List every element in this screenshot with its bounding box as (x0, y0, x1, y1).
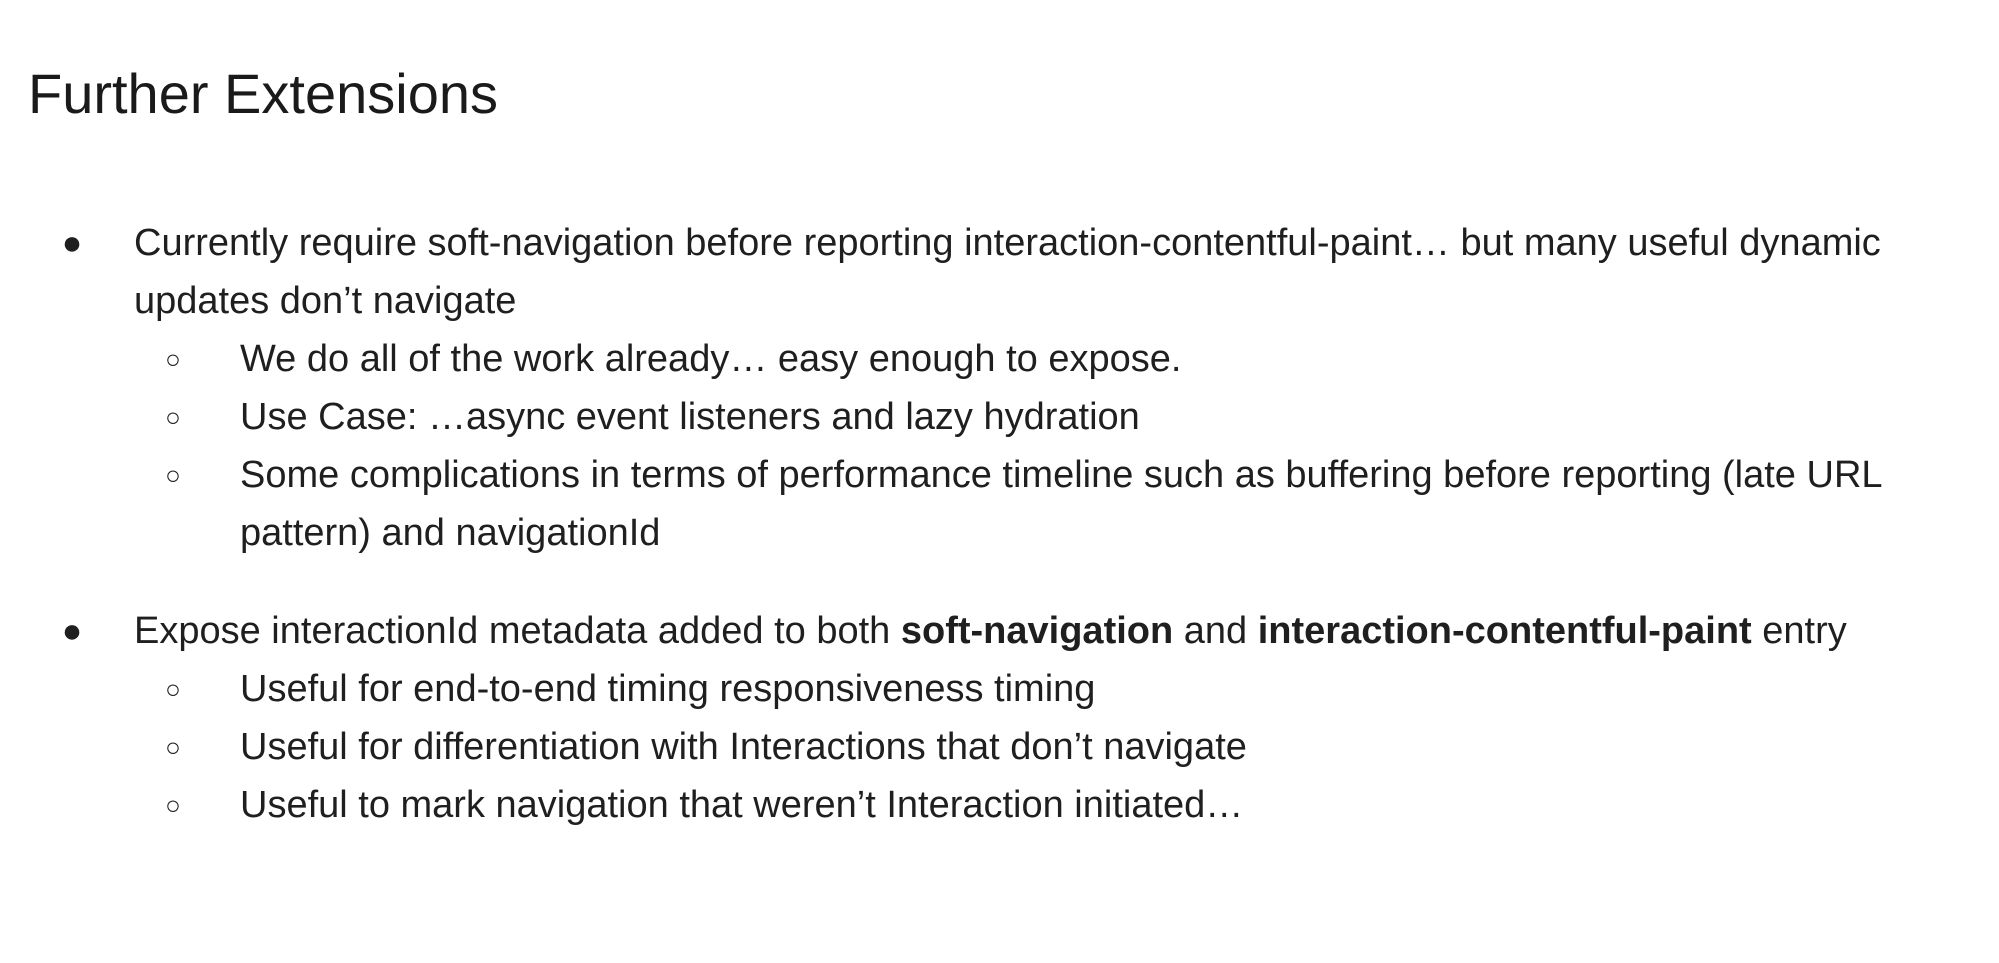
sub-item (134, 446, 1959, 562)
bullet-item (0, 602, 1999, 834)
bullet-text-part: entry (1751, 610, 1847, 652)
bullet-text-part: and (1173, 610, 1258, 652)
sub-item (134, 388, 1959, 446)
bullet-text: Currently require soft-navigation before reporting interaction-contentful-paint… but many useful dynamic updates don’t navigate (134, 222, 1881, 322)
bullet-item (0, 214, 1999, 562)
sub-item (134, 776, 1959, 834)
hollow-bullet-icon: ○ (165, 460, 181, 490)
filled-bullet-icon: ● (61, 224, 83, 262)
filled-bullet-icon: ● (61, 612, 83, 650)
hollow-bullet-icon: ○ (165, 790, 181, 820)
sub-item-text: We do all of the work already… easy enough to expose. (240, 338, 1182, 380)
sub-item-text: Useful to mark navigation that weren’t Interaction initiated… (240, 784, 1244, 826)
hollow-bullet-icon: ○ (165, 402, 181, 432)
sub-item (134, 718, 1959, 776)
hollow-bullet-icon: ○ (165, 732, 181, 762)
sub-item-text: Use Case: …async event listeners and lazy hydration (240, 396, 1140, 438)
bold-term-interaction-contentful-paint: interaction-contentful-paint (1257, 610, 1752, 652)
sub-item (134, 660, 1959, 718)
bullet-list (0, 214, 1999, 834)
bullet-text-part: Expose interactionId metadata added to both (134, 610, 901, 652)
sub-item-text: Some complications in terms of performance timeline such as buffering before reporting (late URL pattern) and navigationId (240, 454, 1882, 554)
sub-item-text: Useful for differentiation with Interactions that don’t navigate (240, 726, 1247, 768)
hollow-bullet-icon: ○ (165, 674, 181, 704)
sub-item-text: Useful for end-to-end timing responsiveness timing (240, 668, 1096, 710)
slide-title: Further Extensions (28, 62, 498, 125)
bold-term-soft-navigation: soft-navigation (900, 610, 1174, 652)
sub-item (134, 330, 1959, 388)
sub-list (134, 330, 1959, 562)
hollow-bullet-icon: ○ (165, 344, 181, 374)
sub-list (134, 660, 1959, 834)
bullet-text (134, 602, 1959, 660)
